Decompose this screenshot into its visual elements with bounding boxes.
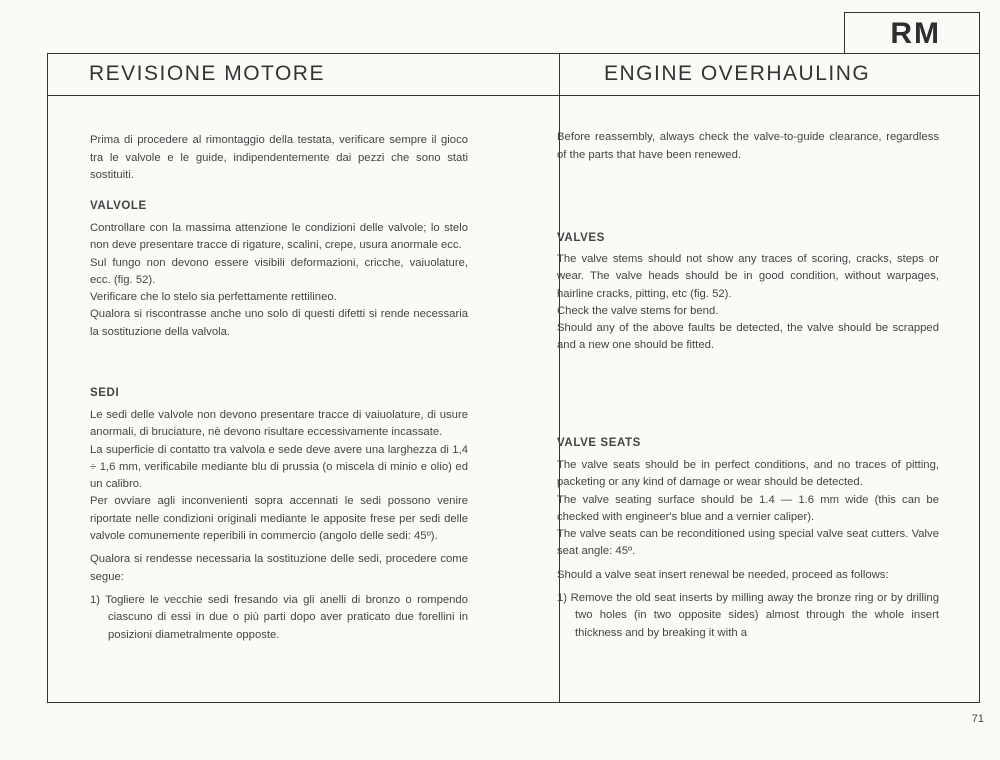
right-valves-body — [557, 251, 939, 355]
left-valves-p2: Sul fungo non devono essere visibili deformazioni, cricche, vaiuolature, ecc. (fig. 52). — [90, 256, 468, 286]
right-valves-p3: Should any of the above faults be detected, the valve should be scrapped and a new one should be fitted. — [557, 322, 939, 352]
right-seats-p2: The valve seating surface should be 1.4 — 1.6 mm wide (this can be checked with engineer's blue and a vernier caliper). — [557, 493, 939, 523]
left-valves-heading: VALVOLE — [90, 200, 147, 212]
right-valves-heading: VALVES — [557, 232, 605, 244]
right-title: ENGINE OVERHAULING — [604, 62, 871, 85]
section-tab — [844, 12, 980, 54]
left-seats-p2: La superficie di contatto tra valvola e sede deve avere una larghezza di 1,4 ÷ 1,6 mm, verificabile mediante blu di prussia (o miscela di minio e olio) ed un calibro. — [90, 443, 468, 491]
right-seats-heading: VALVE SEATS — [557, 437, 641, 449]
right-seats-item1: 1) Remove the old seat inserts by milling away the bronze ring or by drilling two holes (in two opposite sides) almost through the whole insert thickness and by breaking it with a — [557, 592, 939, 639]
left-valves-p3: Verificare che lo stelo sia perfettamente rettilineo. — [90, 291, 337, 304]
left-seats-p1: Le sedi delle valvole non devono presentare tracce di vaiuolature, di usure anormali, di bruciature, nè devono risultare eccessivamente incassate. — [90, 409, 468, 439]
left-seats-heading: SEDI — [90, 387, 120, 399]
section-code: RM — [890, 17, 941, 50]
right-seats-p1: The valve seats should be in perfect conditions, and no traces of pitting, packeting or any kind of damage or wear should be detected. — [557, 459, 939, 489]
left-valves-p4: Qualora si riscontrasse anche uno solo di questi difetti si rende necessaria la sostituzione della valvola. — [90, 308, 468, 338]
left-seats-item1: 1) Togliere le vecchie sedi fresando via gli anelli di bronzo o rompendo ciascuno di essi in due o più parti dopo aver praticato due forellini in posizioni diametralmente opposte. — [90, 593, 468, 641]
right-seats-p4: Should a valve seat insert renewal be needed, proceed as follows: — [557, 568, 889, 581]
right-valves-p2: Check the valve stems for bend. — [557, 304, 719, 317]
left-valves-body — [90, 220, 468, 341]
right-intro: Before reassembly, always check the valve-to-guide clearance, regardless of the parts that have been renewed. — [557, 131, 939, 161]
right-seats-p3: The valve seats can be reconditioned using special valve seat cutters. Valve seat angle: 45º. — [557, 528, 939, 558]
left-seats-p4: Qualora si rendesse necessaria la sostituzione delle sedi, procedere come segue: — [90, 553, 468, 583]
right-seats-body — [557, 457, 939, 642]
left-seats-body — [90, 407, 468, 644]
left-title: REVISIONE MOTORE — [89, 62, 325, 85]
page-number: 71 — [971, 713, 984, 725]
right-valves-p1: The valve stems should not show any traces of scoring, cracks, steps or wear. The valve heads should be in good condition, without warpages, hairline cracks, pitting, etc (fig. 52). — [557, 253, 939, 300]
left-valves-p1: Controllare con la massima attenzione le condizioni delle valvole; lo stelo non deve presentare tracce di rigature, scalini, crepe, usura anormale ecc. — [90, 222, 468, 252]
left-seats-p3: Per ovviare agli inconvenienti sopra accennati le sedi possono venire riportate nelle condizioni originali mediante le apposite frese per sedi delle valvole comunemente reperibili in commercio (angolo delle sedi: 45º). — [90, 495, 468, 543]
header-rule — [48, 95, 979, 96]
left-intro: Prima di procedere al rimontaggio della testata, verificare sempre il gioco tra le valvole e le guide, indipendentemente dai pezzi che sono stati sostituiti. — [90, 134, 468, 181]
